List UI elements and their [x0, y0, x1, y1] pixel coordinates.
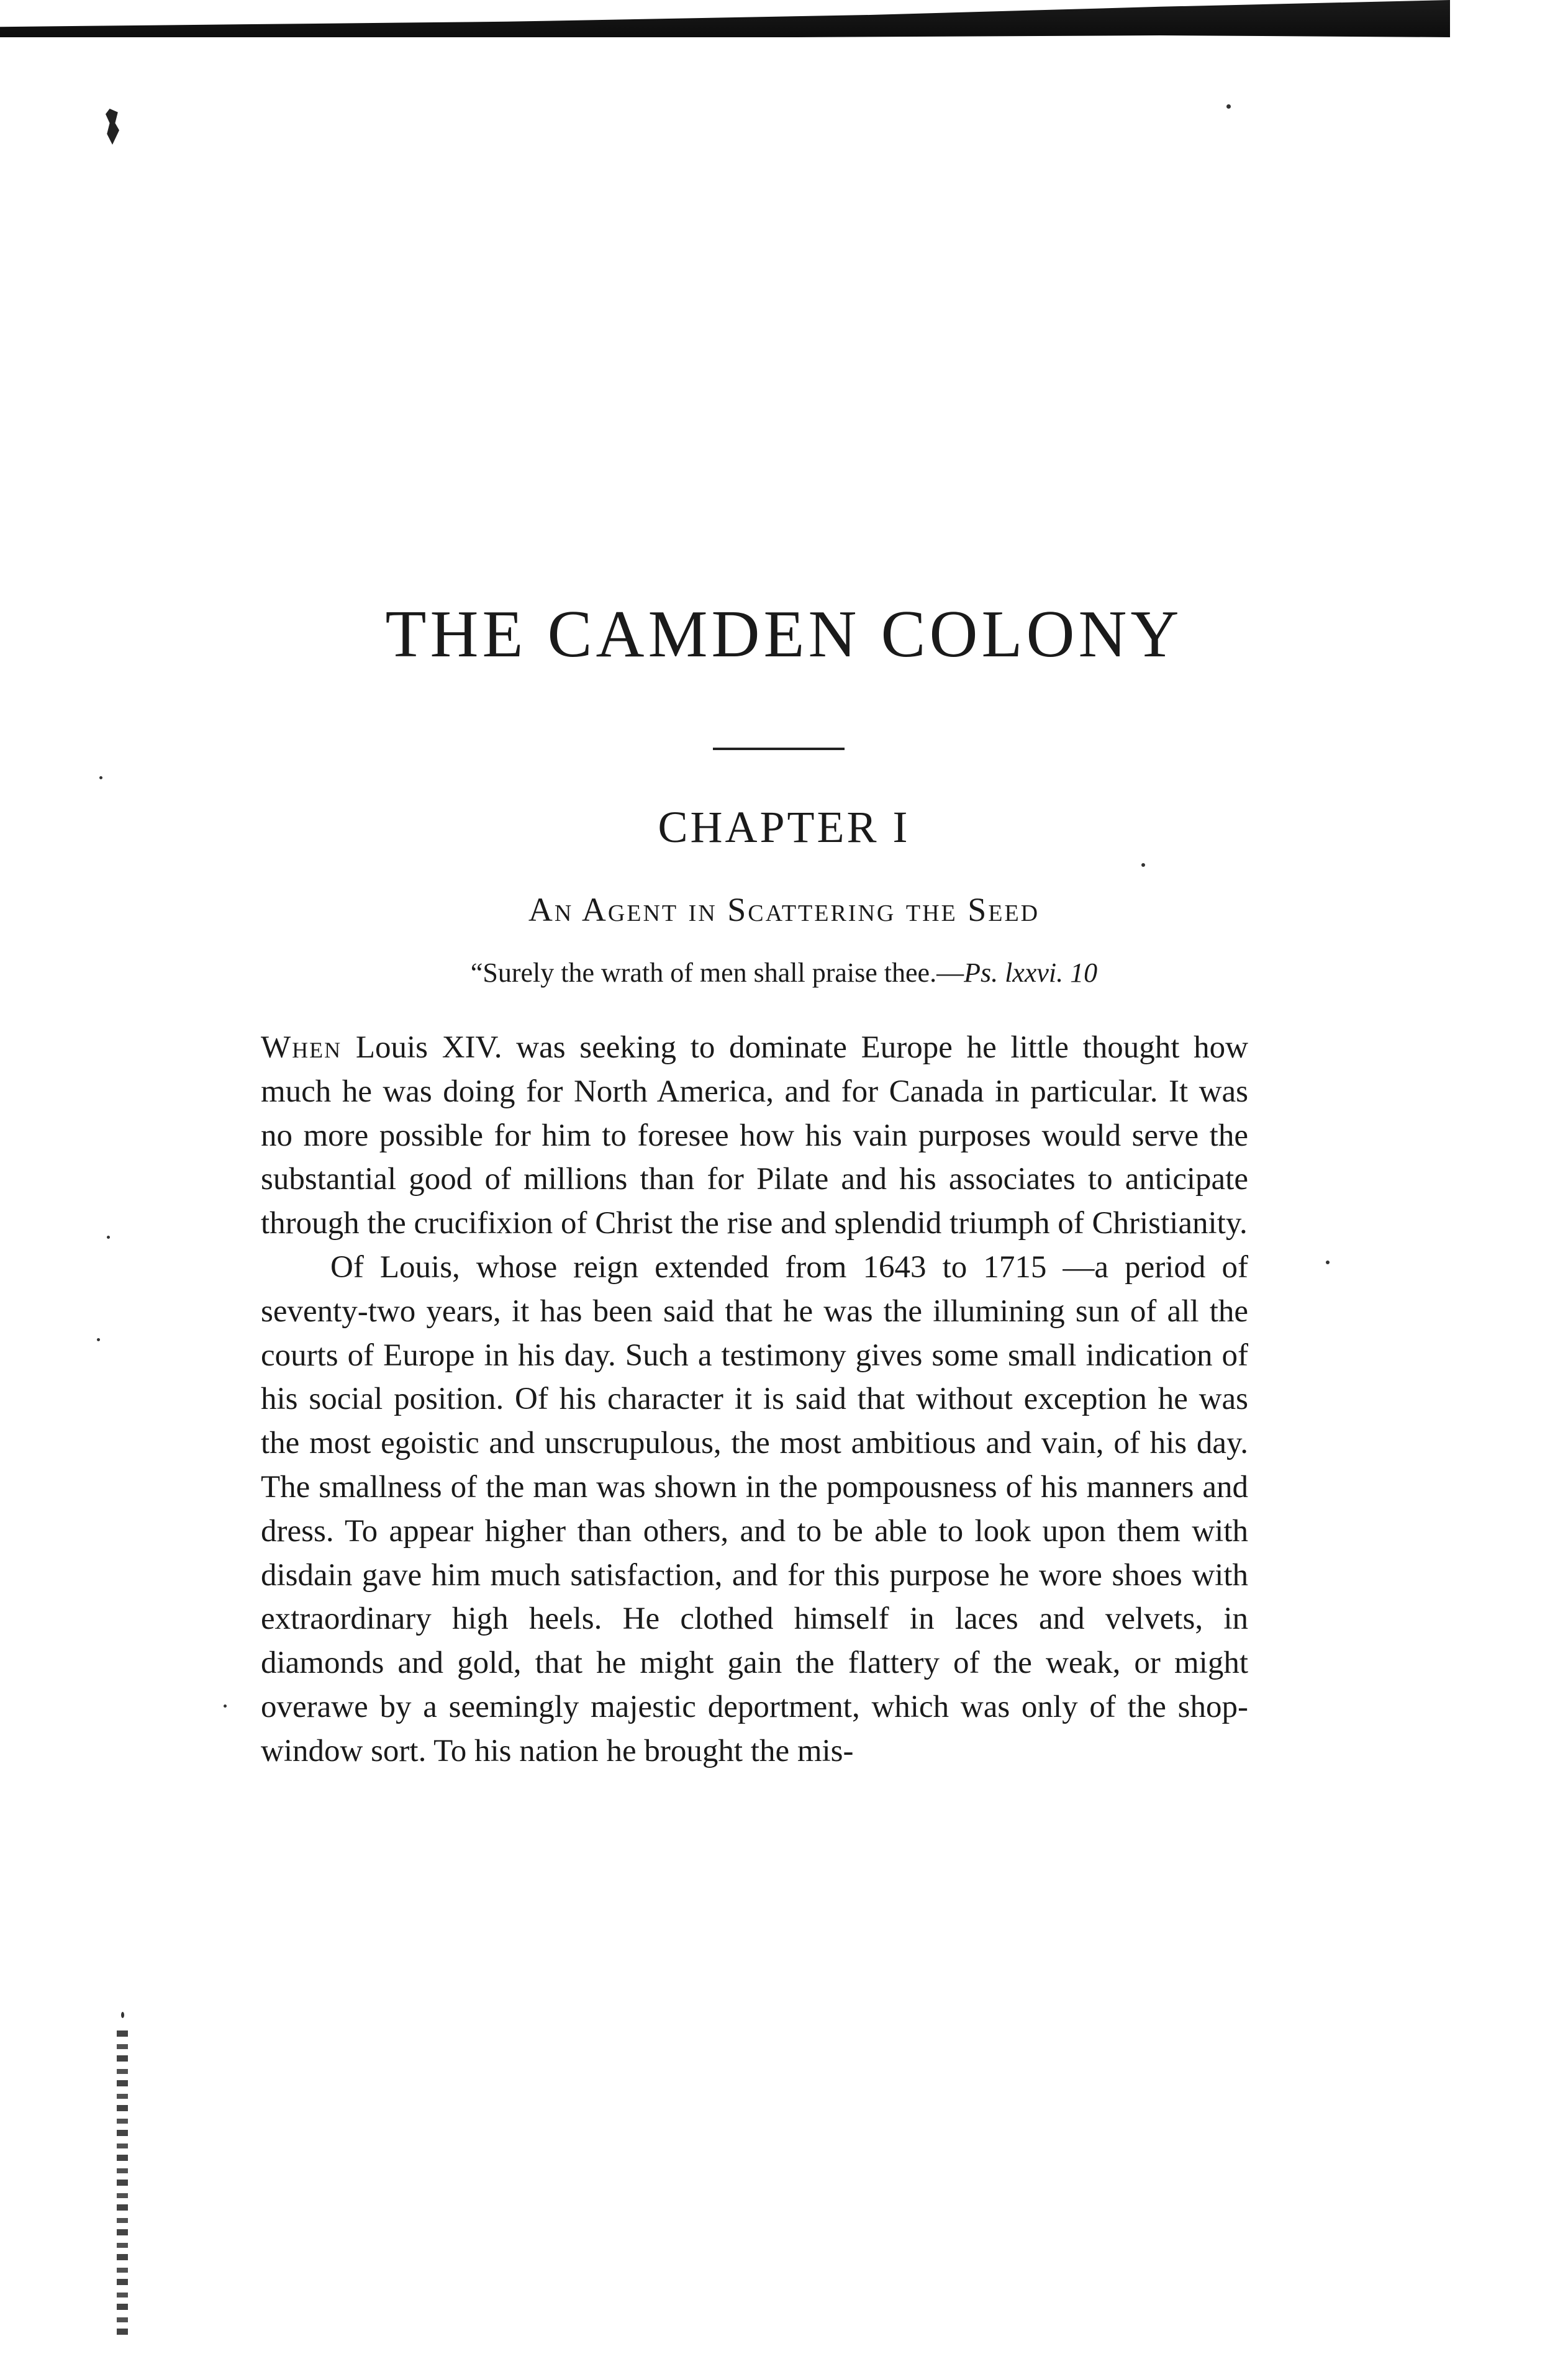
paragraph	[261, 1026, 1248, 1246]
scan-mark	[106, 109, 119, 145]
scan-shadow-bar	[0, 0, 1450, 37]
scan-speck	[107, 1236, 110, 1239]
title-rule	[713, 748, 845, 750]
scan-speck	[1326, 1261, 1330, 1264]
book-title: THE CAMDEN COLONY	[385, 597, 1183, 671]
scan-speck	[1226, 104, 1231, 109]
scan-speck	[224, 1704, 227, 1708]
scan-speck	[97, 1338, 100, 1341]
epigraph	[0, 959, 1568, 987]
scan-speck	[99, 776, 102, 779]
binding-edge	[117, 2030, 128, 2341]
chapter-body	[261, 1026, 1248, 1773]
paragraph-text: Louis XIV. was seeking to dominate Europe he little thought how much he was doing for North America, and for Canada in particular. It was no more possible for him to foresee how his vain purposes would serve the substantial good of millions than for Pilate and his associates to anticipate through the crucifixion of Christ the rise and splendid triumph of Christianity.	[261, 1030, 1248, 1241]
paragraph	[261, 1246, 1248, 1773]
paragraph-text: Of Louis, whose reign extended from 1643 to 1715 —a period of seventy-two years, it has been said that he was the illumining sun of all the courts of Europe in his day. Such a testimony gives some small indication of his social position. Of his character it is said that without exception he was the most egoistic and unscrupulous, the most ambitious and vain, of his day. The smallness of the man was shown in the pompousness of his manners and dress. To appear higher than others, and to be able to look upon them with disdain gave him much satisfaction, and for this purpose he wore shoes with extraordinary high heels. He clothed himself in laces and velvets, in diamonds and gold, that he might gain the flattery of the weak, or might overawe by a seemingly majestic deportment, which was only of the shop-window sort. To his nation he brought the mis-	[261, 1249, 1248, 1768]
paragraph-lead-word: When	[261, 1030, 342, 1065]
chapter-heading: CHAPTER I	[658, 802, 910, 852]
chapter-subtitle: An Agent in Scattering the Seed	[528, 891, 1040, 928]
scan-speck	[121, 2012, 124, 2018]
epigraph-reference: Ps. lxxvi. 10	[964, 957, 1098, 988]
scan-speck	[1141, 863, 1145, 867]
epigraph-quote: “Surely the wrath of men shall praise thee.—	[470, 957, 964, 988]
